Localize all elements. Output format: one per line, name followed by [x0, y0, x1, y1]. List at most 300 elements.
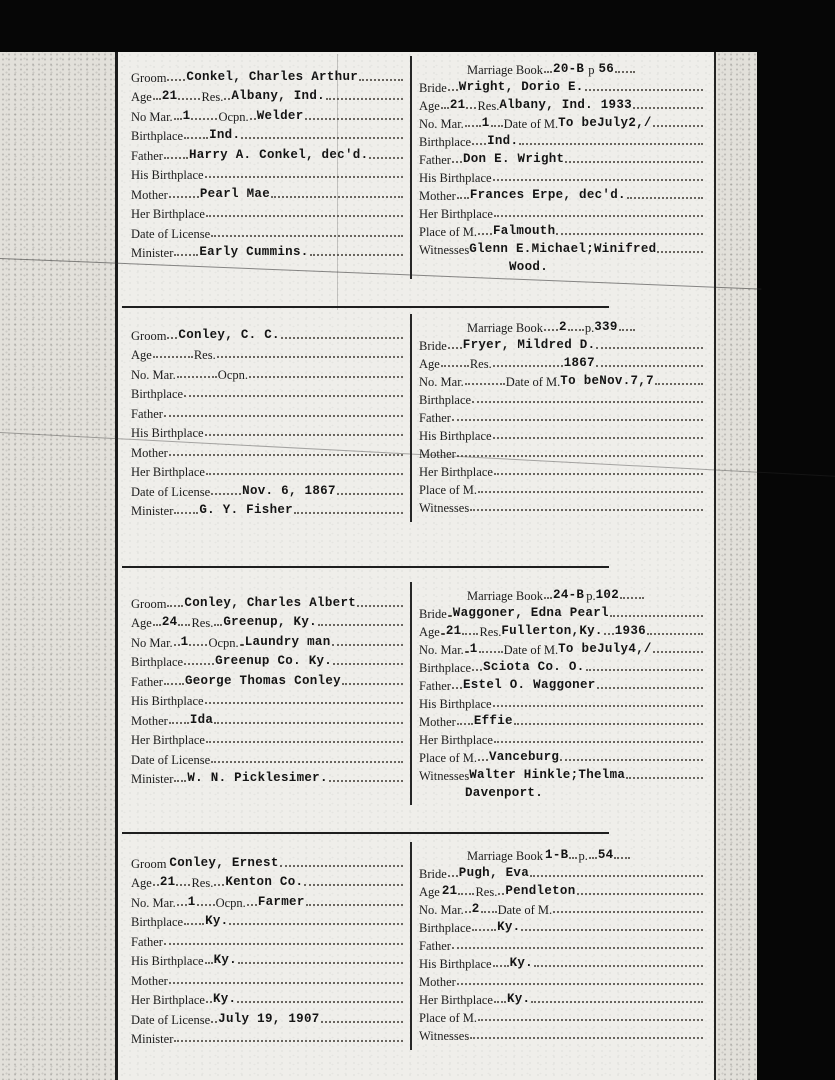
dotted-leader [206, 215, 403, 217]
field-label: Father [131, 148, 163, 163]
record-row [419, 461, 704, 479]
record-row [131, 747, 404, 767]
field-label: Date of M. [503, 117, 559, 131]
dotted-leader [205, 702, 403, 704]
field-label: Age [419, 885, 440, 899]
record-row [419, 675, 704, 693]
field-label: Her Birthplace [131, 465, 205, 479]
record-row [131, 890, 404, 910]
record-row [419, 371, 704, 389]
typed-value: Fullerton,Ky. [501, 624, 603, 638]
typed-value: Ind. [487, 134, 519, 148]
typed-value: Ky. [509, 956, 533, 970]
field-label: Father [131, 674, 163, 689]
typed-value: Effie [473, 714, 513, 728]
dotted-leader [494, 473, 703, 475]
dotted-leader [596, 365, 703, 367]
record-row [419, 881, 704, 899]
typed-value: Falmouth [492, 224, 556, 238]
dotted-leader [448, 875, 458, 877]
field-label: Her Birthplace [419, 733, 493, 747]
field-label: Birthplace [419, 135, 472, 149]
record-row [419, 585, 704, 603]
record-row [131, 460, 404, 480]
field-label: Ocpn. [217, 367, 248, 382]
dotted-leader [544, 329, 558, 331]
typed-value: 24 [161, 615, 178, 629]
record-row [131, 362, 404, 382]
record-cards-container [118, 0, 714, 1080]
dotted-leader [211, 493, 241, 495]
field-label: Res. [191, 876, 214, 890]
groom-column [118, 582, 412, 805]
typed-value: Glenn E.Michael;Winifred [469, 242, 657, 256]
dotted-leader [465, 125, 481, 127]
typed-value: Pendleton [505, 884, 576, 898]
field-label: Place of M. [419, 483, 477, 497]
field-label: Marriage Book [467, 849, 544, 863]
dotted-leader [241, 137, 403, 139]
typed-value: 21 [449, 98, 466, 112]
typed-value: 1936 [614, 624, 646, 638]
dotted-leader [281, 337, 403, 339]
typed-value: 1 [182, 108, 191, 123]
field-label: Witnesses [419, 769, 470, 783]
field-label: p. [584, 321, 595, 335]
dotted-leader [479, 651, 503, 653]
dotted-leader [553, 911, 703, 913]
field-label: Date of License [131, 226, 211, 241]
typed-value: Conley, Ernest [169, 855, 279, 870]
typed-value: Estel O. Waggoner [462, 678, 596, 692]
dotted-leader [465, 911, 471, 913]
record-row [131, 241, 404, 261]
dotted-leader [167, 79, 185, 81]
dotted-leader [493, 705, 703, 707]
dotted-leader [653, 125, 703, 127]
dotted-leader [206, 1001, 212, 1003]
dotted-leader [521, 929, 703, 931]
dotted-leader [560, 759, 703, 761]
field-label: His Birthplace [131, 426, 204, 440]
record-row [131, 929, 404, 949]
dotted-leader [318, 624, 403, 626]
typed-value: Ky. [212, 992, 237, 1006]
record-row [131, 728, 404, 748]
record-row [419, 899, 704, 917]
typed-value: 20-B [553, 62, 585, 76]
field-label: Age [131, 616, 152, 630]
marriage-record-card-1 [118, 56, 714, 279]
record-row [131, 851, 404, 871]
record-row [419, 389, 704, 407]
page-left-margin [0, 52, 115, 1080]
field-label: His Birthplace [131, 168, 204, 182]
record-row [131, 708, 404, 728]
dotted-leader [189, 644, 207, 646]
field-label: Her Birthplace [131, 207, 205, 221]
field-label: p. [586, 589, 596, 603]
field-label: Res. [475, 885, 498, 899]
record-row [131, 767, 404, 787]
record-row [419, 497, 704, 515]
field-label: Date of M. [497, 903, 553, 917]
record-row [131, 85, 404, 105]
field-label: No. Mar. [419, 903, 464, 917]
dotted-leader [586, 669, 704, 671]
dotted-leader [214, 624, 222, 626]
typed-value: G. Y. Fisher [199, 503, 293, 517]
dotted-leader [465, 651, 469, 653]
field-label: Age [419, 99, 440, 113]
field-label: No Mar. [131, 109, 173, 124]
dotted-leader [633, 107, 703, 109]
record-row [419, 747, 704, 765]
typed-value: Frances Erpe, dec'd. [469, 188, 626, 202]
typed-value: Kenton Co. [225, 875, 304, 889]
right-edge-line [714, 52, 716, 1080]
dotted-leader [359, 79, 403, 81]
typed-value: 1 [469, 642, 478, 656]
field-label: Marriage Book [467, 321, 544, 335]
record-row [131, 669, 404, 689]
typed-value: July 19, 1907 [218, 1011, 320, 1026]
typed-value: Greenup, Ky. [223, 615, 317, 629]
typed-value: Pugh, Eva [458, 866, 529, 880]
dotted-leader [304, 884, 403, 886]
record-row [131, 988, 404, 1008]
dotted-leader [493, 437, 703, 439]
field-label: Mother [419, 715, 456, 729]
record-row [131, 499, 404, 519]
bride-column [412, 314, 714, 522]
dotted-leader [462, 633, 478, 635]
typed-value: Pearl Mae [199, 186, 271, 201]
typed-value: Ky. [497, 920, 521, 934]
record-row [131, 1027, 404, 1047]
record-row [419, 167, 704, 185]
dotted-leader [191, 118, 217, 120]
dotted-leader [441, 365, 469, 367]
field-label: Bride [419, 81, 447, 95]
record-row [419, 657, 704, 675]
dotted-leader [596, 347, 703, 349]
dotted-leader [250, 118, 256, 120]
record-row [419, 989, 704, 1007]
field-label: Res. [191, 616, 214, 630]
typed-value: To beJuly4,/ [558, 642, 652, 656]
groom-column [118, 56, 412, 279]
dotted-leader [544, 71, 552, 73]
record-row [419, 425, 704, 443]
field-label: Ocpn. [208, 635, 239, 650]
dotted-leader [626, 777, 703, 779]
field-label: Mother [419, 447, 456, 461]
typed-value: To beNov.7,7 [560, 374, 654, 388]
typed-value: Albany, Ind. [231, 89, 325, 103]
typed-value: 1 [187, 894, 196, 909]
typed-value: 339 [594, 320, 618, 334]
dotted-leader [472, 401, 703, 403]
record-row [131, 968, 404, 988]
dotted-leader [337, 493, 403, 495]
typed-value: 1-B [545, 848, 569, 862]
dotted-leader [493, 179, 703, 181]
field-label: Marriage Book [467, 63, 544, 77]
field-label: Mother [419, 189, 456, 203]
typed-value: 56 [598, 62, 615, 76]
field-label: Age [419, 625, 440, 639]
record-row [131, 689, 404, 709]
dotted-leader [164, 943, 403, 945]
typed-value: Farmer [257, 894, 305, 909]
dotted-leader [357, 605, 403, 607]
typed-value: 21 [441, 884, 458, 898]
dotted-leader [478, 233, 492, 235]
record-row [131, 221, 404, 241]
field-label: Her Birthplace [419, 207, 493, 221]
record-row [419, 1025, 704, 1043]
dotted-leader [214, 884, 224, 886]
field-label: Her Birthplace [419, 993, 493, 1007]
dotted-leader [184, 395, 403, 397]
dotted-leader [534, 965, 703, 967]
record-row [419, 77, 704, 95]
typed-value: Waggoner, Edna Pearl [452, 606, 609, 620]
dotted-leader [206, 741, 403, 743]
dotted-leader [494, 215, 703, 217]
typed-value: 21 [445, 624, 462, 638]
field-label: Date of M. [505, 375, 561, 389]
typed-value: 1 [481, 116, 490, 130]
page-right-margin [716, 52, 757, 1080]
record-row [419, 407, 704, 425]
record-row [419, 185, 704, 203]
field-label: Birthplace [131, 655, 184, 669]
record-row [131, 143, 404, 163]
record-row [419, 479, 704, 497]
field-label: His Birthplace [419, 697, 492, 711]
dotted-leader [498, 893, 504, 895]
field-label: Groom [131, 596, 167, 611]
record-row [131, 343, 404, 363]
dotted-leader [342, 683, 403, 685]
record-row [419, 443, 704, 461]
field-label: His Birthplace [419, 171, 492, 185]
dotted-leader [458, 893, 474, 895]
record-row [419, 131, 704, 149]
record-row [419, 693, 704, 711]
typed-value: Wood. [509, 260, 549, 274]
typed-value: W. N. Picklesimer. [187, 771, 328, 785]
typed-value: Sciota Co. O. [483, 660, 585, 674]
record-row [131, 323, 404, 343]
typed-value: Don E. Wright [462, 152, 565, 166]
dotted-leader [494, 741, 703, 743]
field-label: No Mar. [131, 635, 173, 650]
record-row [419, 863, 704, 881]
dotted-leader [164, 415, 403, 417]
dotted-leader [294, 512, 403, 514]
dotted-leader [174, 780, 186, 782]
dotted-leader [174, 1040, 403, 1042]
dotted-leader [206, 473, 403, 475]
marriage-record-card-4 [118, 842, 714, 1050]
field-label: Bride [419, 339, 447, 353]
dotted-leader [205, 176, 403, 178]
dotted-leader [472, 669, 482, 671]
record-row [131, 440, 404, 460]
dotted-leader [472, 929, 496, 931]
bride-column [412, 842, 714, 1050]
dotted-leader [174, 254, 198, 256]
dotted-leader [205, 434, 403, 436]
record-row [131, 65, 404, 85]
field-label: Res. [193, 348, 216, 362]
field-label: Age [131, 348, 152, 362]
typed-value: Conkel, Charles Arthur [186, 69, 359, 84]
typed-value: Nov. 6, 1867 [242, 483, 336, 498]
dotted-leader [197, 904, 215, 906]
field-label: Birthplace [419, 661, 472, 675]
dotted-leader [169, 196, 199, 198]
dotted-leader [153, 356, 193, 358]
field-label: His Birthplace [131, 954, 204, 968]
dotted-leader [240, 644, 244, 646]
typed-value: Welder [256, 108, 304, 123]
field-label: Father [131, 934, 163, 949]
dotted-leader [249, 376, 403, 378]
dotted-leader [619, 329, 635, 331]
dotted-leader [164, 683, 184, 685]
dotted-leader [466, 107, 476, 109]
typed-value: Conley, Charles Albert [184, 595, 357, 610]
record-row [419, 711, 704, 729]
field-label: Her Birthplace [131, 733, 205, 747]
dotted-leader [164, 157, 188, 159]
field-label: Res. [479, 625, 502, 639]
record-row-continuation [419, 257, 704, 275]
typed-value: 21 [159, 875, 176, 889]
dotted-leader [169, 454, 403, 456]
field-label: Father [419, 411, 451, 425]
dotted-leader [214, 722, 403, 724]
record-row [419, 621, 704, 639]
field-label: Her Birthplace [419, 465, 493, 479]
field-label: Date of License [131, 1012, 211, 1027]
record-row [419, 917, 704, 935]
field-label: No. Mar. [131, 895, 176, 910]
record-row [131, 630, 404, 650]
typed-value: Ky. [213, 953, 237, 967]
dotted-leader [478, 1019, 703, 1021]
dotted-leader [184, 137, 208, 139]
dotted-leader [217, 356, 403, 358]
record-row [419, 95, 704, 113]
record-row [131, 479, 404, 499]
field-label: Groom [131, 328, 167, 343]
dotted-leader [472, 143, 486, 145]
typed-value: Walter Hinkle;Thelma [469, 768, 626, 782]
field-label: Mother [419, 975, 456, 989]
field-label: Mother [131, 187, 168, 202]
typed-value: 54 [597, 848, 614, 862]
dotted-leader [597, 687, 703, 689]
dotted-leader [530, 875, 703, 877]
dotted-leader [604, 633, 614, 635]
dotted-leader [321, 1021, 403, 1023]
typed-value: Ida [189, 712, 214, 727]
record-row [419, 203, 704, 221]
dotted-leader [620, 597, 644, 599]
dotted-leader [237, 1001, 403, 1003]
record-row [419, 59, 704, 77]
dotted-leader [448, 347, 462, 349]
typed-value: Davenport. [465, 786, 544, 800]
dotted-leader [457, 455, 703, 457]
record-row [419, 149, 704, 167]
typed-value: Greenup Co. Ky. [215, 654, 333, 668]
record-row [419, 317, 704, 335]
typed-value: 102 [595, 588, 620, 602]
dotted-leader [470, 509, 703, 511]
dotted-leader [178, 624, 190, 626]
dotted-leader [169, 982, 403, 984]
record-row [131, 910, 404, 930]
record-row [419, 239, 704, 257]
dotted-leader [332, 644, 403, 646]
field-label: Date of M. [503, 643, 559, 657]
dotted-leader [655, 383, 703, 385]
field-label: Witnesses [419, 243, 470, 257]
dotted-leader [224, 98, 230, 100]
dotted-leader [452, 419, 703, 421]
dotted-leader [448, 89, 458, 91]
dotted-leader [167, 605, 183, 607]
dotted-leader [519, 143, 703, 145]
field-label: Groom [131, 856, 167, 871]
dotted-leader [184, 923, 204, 925]
record-row [419, 953, 704, 971]
bride-column [412, 582, 714, 805]
field-label: Father [131, 406, 163, 421]
field-label: Marriage Book [467, 589, 544, 603]
record-row [419, 935, 704, 953]
field-label: Res. [469, 357, 492, 371]
field-label: Father [419, 939, 451, 953]
typed-value: Ind. [209, 128, 241, 142]
field-label: Ocpn. [215, 895, 246, 910]
typed-value: 21 [161, 89, 178, 103]
typed-value: To beJuly2,/ [558, 116, 652, 130]
record-row [131, 1007, 404, 1027]
field-label: Minister [131, 246, 174, 260]
record-row [131, 124, 404, 144]
field-label: Birthplace [131, 129, 184, 143]
field-label: His Birthplace [419, 957, 492, 971]
bride-column [412, 56, 714, 279]
dotted-leader [211, 235, 403, 237]
field-label: Mother [131, 445, 168, 460]
dotted-leader [176, 884, 190, 886]
typed-value: Albany, Ind. 1933 [499, 98, 632, 112]
typed-value: Harry A. Conkel, dec'd. [188, 147, 369, 162]
field-label: His Birthplace [419, 429, 492, 443]
dotted-leader [305, 118, 404, 120]
record-row [419, 639, 704, 657]
dotted-leader [470, 1037, 703, 1039]
record-row-continuation [419, 783, 704, 801]
